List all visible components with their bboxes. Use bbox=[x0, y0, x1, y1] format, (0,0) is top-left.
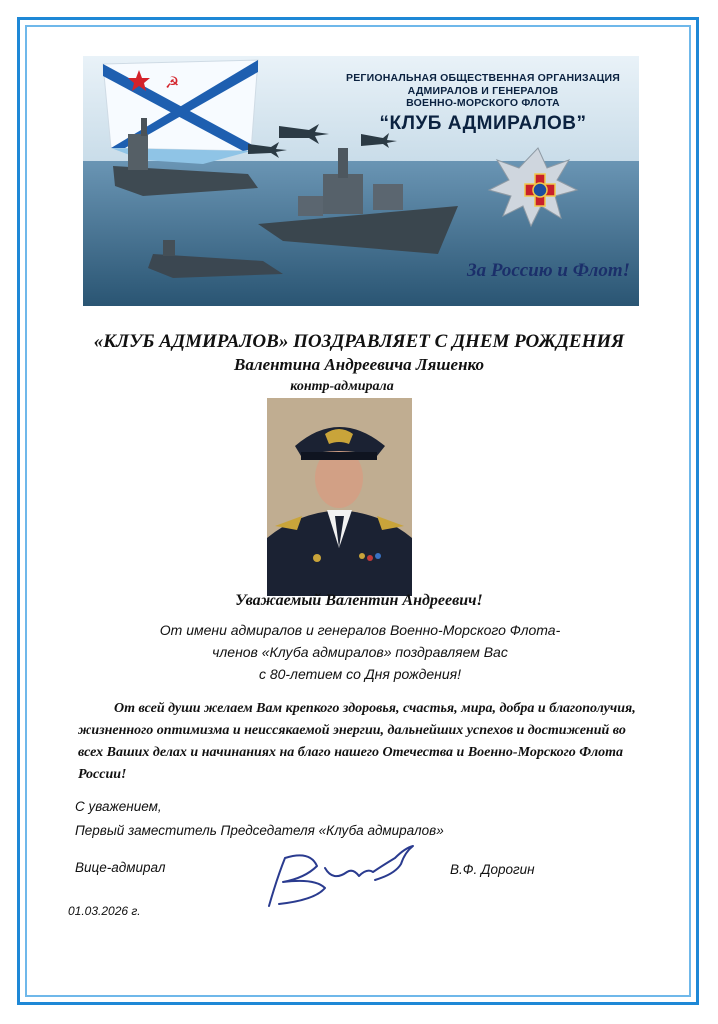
letter-title: «КЛУБ АДМИРАЛОВ» ПОЗДРАВЛЯЕТ С ДНЕМ РОЖДЕНИЯ bbox=[93, 331, 625, 352]
signer-name: В.Ф. Дорогин bbox=[450, 862, 535, 877]
intro-line: От имени адмиралов и генералов Военно-Морского Флота- bbox=[159, 622, 561, 638]
recipient-rank: контр-адмирала bbox=[290, 379, 394, 394]
org-line: АДМИРАЛОВ И ГЕНЕРАЛОВ bbox=[407, 84, 559, 97]
document-date: 01.03.2026 г. bbox=[68, 904, 141, 918]
intro-line: членов «Клуба адмиралов» поздравляем Вас bbox=[212, 644, 508, 660]
org-line: РЕГИОНАЛЬНАЯ ОБЩЕСТВЕННАЯ ОРГАНИЗАЦИЯ bbox=[346, 72, 620, 84]
signature bbox=[255, 838, 425, 913]
regards: С уважением, bbox=[75, 799, 162, 814]
motto: За Россию и Флот! bbox=[467, 260, 630, 281]
greeting: Уважаемый Валентин Андреевич! bbox=[235, 592, 483, 609]
portrait-photo bbox=[267, 398, 412, 596]
naval-ensign-flag bbox=[103, 60, 258, 164]
organization-name bbox=[338, 72, 628, 136]
intro-line: с 80-летием со Дня рождения! bbox=[258, 666, 462, 682]
org-line: ВОЕННО-МОРСКОГО ФЛОТА bbox=[406, 97, 560, 109]
svg-text:☭: ☭ bbox=[165, 73, 180, 92]
club-name: “КЛУБ АДМИРАЛОВ” bbox=[379, 112, 587, 134]
wish-paragraph: От всей души желаем Вам крепкого здоровья, счастья, мира, добра и благополучия, жизненного оптимизма и неиссякаемой энергии, дальнейших успехов и достижений во всех Ваших делах и начинаниях на благо нашего Отечества и Военно-Морского Флота России! bbox=[78, 701, 636, 782]
signer-position: Вице-адмирал bbox=[75, 860, 166, 875]
closing-block bbox=[75, 795, 444, 843]
signer-title: Первый заместитель Председателя «Клуба адмиралов» bbox=[75, 823, 444, 838]
intro-text bbox=[100, 619, 620, 685]
recipient-name: Валентина Андреевича Ляшенко bbox=[234, 355, 484, 374]
